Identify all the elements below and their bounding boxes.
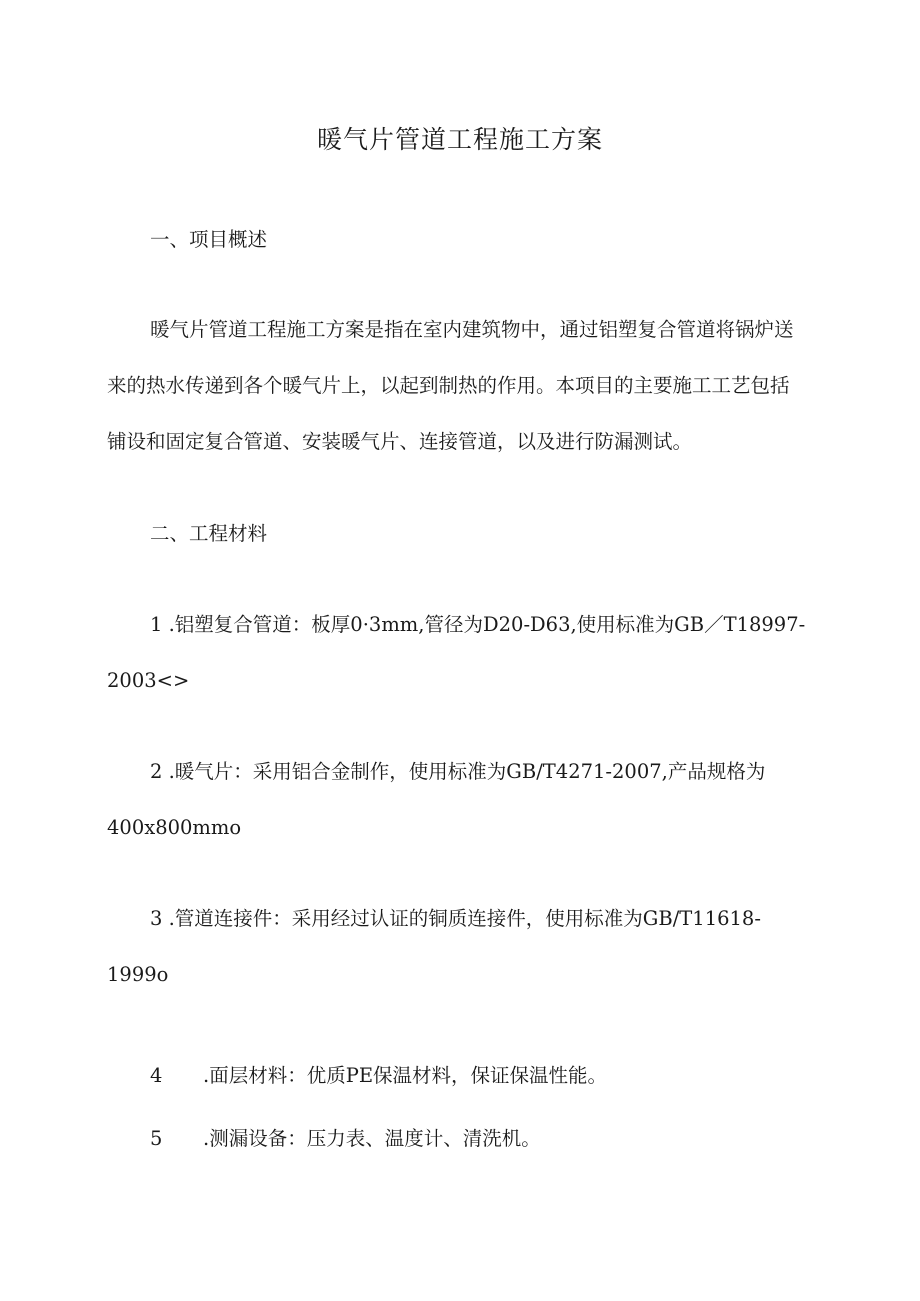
paragraph-line: 铺设和固定复合管道、安装暖气片、连接管道，以及进行防漏测试。 bbox=[107, 430, 693, 453]
list-item-line: 400x800mmo bbox=[107, 816, 242, 839]
list-item-line: 3 .管道连接件：采用经过认证的铜质连接件，使用标准为GB/T11618- bbox=[150, 907, 761, 930]
list-item-line: 2003<> bbox=[107, 669, 190, 692]
list-item-text: .面层材料：优质PE保温材料，保证保温性能。 bbox=[203, 1064, 608, 1087]
section-heading-materials: 二、工程材料 bbox=[150, 522, 268, 545]
list-item-text: .测漏设备：压力表、温度计、清洗机。 bbox=[203, 1127, 541, 1150]
page-title: 暖气片管道工程施工方案 bbox=[316, 125, 603, 154]
list-item-number: 5 bbox=[150, 1127, 163, 1150]
paragraph-line: 来的热水传递到各个暖气片上，以起到制热的作用。本项目的主要施工工艺包括 bbox=[107, 374, 790, 397]
list-item-line: 1 .铝塑复合管道：板厚0·3mm,管径为D20-D63,使用标准为GB／T18997- bbox=[150, 613, 806, 636]
paragraph-line: 暖气片管道工程施工方案是指在室内建筑物中，通过铝塑复合管道将锅炉送 bbox=[150, 318, 794, 341]
list-item-line: 2 .暖气片：采用铝合金制作，使用标准为GB/T4271-2007,产品规格为 bbox=[150, 760, 766, 783]
list-item-number: 4 bbox=[150, 1064, 163, 1087]
section-heading-overview: 一、项目概述 bbox=[150, 228, 268, 251]
list-item-line: 1999o bbox=[107, 963, 169, 986]
